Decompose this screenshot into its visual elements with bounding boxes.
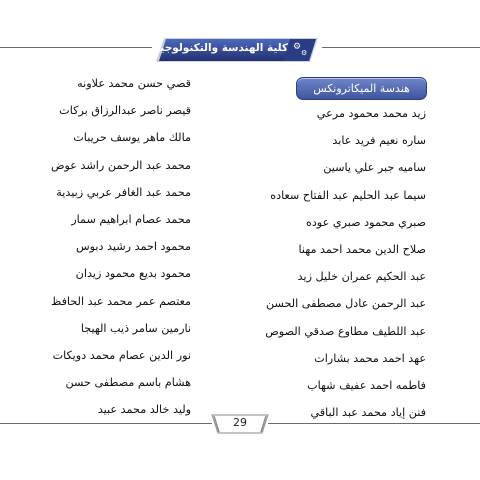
list-item: هشام باسم مصطفى حسن [65, 376, 191, 390]
list-item: محمد عصام ابراهيم سمار [71, 212, 191, 226]
list-item: صبري محمود صبري عوده [305, 215, 426, 229]
list-item: وليد خالد محمد عبيد [97, 403, 191, 417]
names-column-left [41, 70, 191, 423]
faculty-header [150, 37, 325, 63]
department-badge: هندسة الميكاترونكس [296, 77, 427, 100]
list-item: محمود بديع محمود زيدان [75, 267, 191, 281]
list-item: سيما عبد الحليم عبد الفتاح سعاده [270, 188, 426, 202]
list-item: محمد عبد الرحمن راشد عوض [50, 158, 191, 172]
list-item: مالك ماهر يوسف حريبات [73, 131, 191, 145]
list-item: عبد الرحمن عادل مصطفى الحسن [265, 297, 426, 311]
list-item: عبد اللطيف مطاوع صدقي الصوص [265, 324, 426, 338]
list-item: ساميه جبر علي ياسين [323, 161, 426, 175]
list-item: زيد محمد محمود مرعي [316, 107, 426, 120]
list-item: نارمين سامر ذيب الهيجا [80, 321, 191, 335]
list-item: ساره نعيم فريد عابد [332, 134, 426, 148]
list-item: معتصم عمر محمد عبد الحافظ [50, 294, 191, 308]
page-number: 29 [233, 416, 247, 429]
gears-icon: ⚙ [293, 42, 302, 52]
list-item: صلاح الدين محمد احمد مهنا [298, 242, 426, 256]
list-item: محمد عبد الغافر عربي زبيدية [56, 185, 191, 199]
list-item: نور الدين عصام محمد دويكات [52, 348, 191, 362]
list-item: قيصر ناصر عبدالرزاق بركات [59, 104, 191, 118]
names-column-right [256, 100, 426, 426]
faculty-title: كلية الهندسة والتكنولوجيا [156, 42, 288, 54]
top-rule-right [322, 47, 480, 48]
list-item: قصي حسن محمد علاونه [77, 77, 191, 90]
list-item: عهد احمد محمد بشارات [314, 351, 426, 365]
list-item: فنن إياد محمد عبد الباقي [310, 406, 426, 420]
top-rule-left [0, 47, 152, 48]
list-item: فاطمه احمد عفيف شهاب [307, 378, 426, 392]
list-item: محمود احمد رشيد دبوس [75, 240, 191, 254]
gear-small-icon: ⚙ [301, 49, 308, 57]
list-item: عبد الحكيم عمران خليل زيد [297, 270, 426, 284]
